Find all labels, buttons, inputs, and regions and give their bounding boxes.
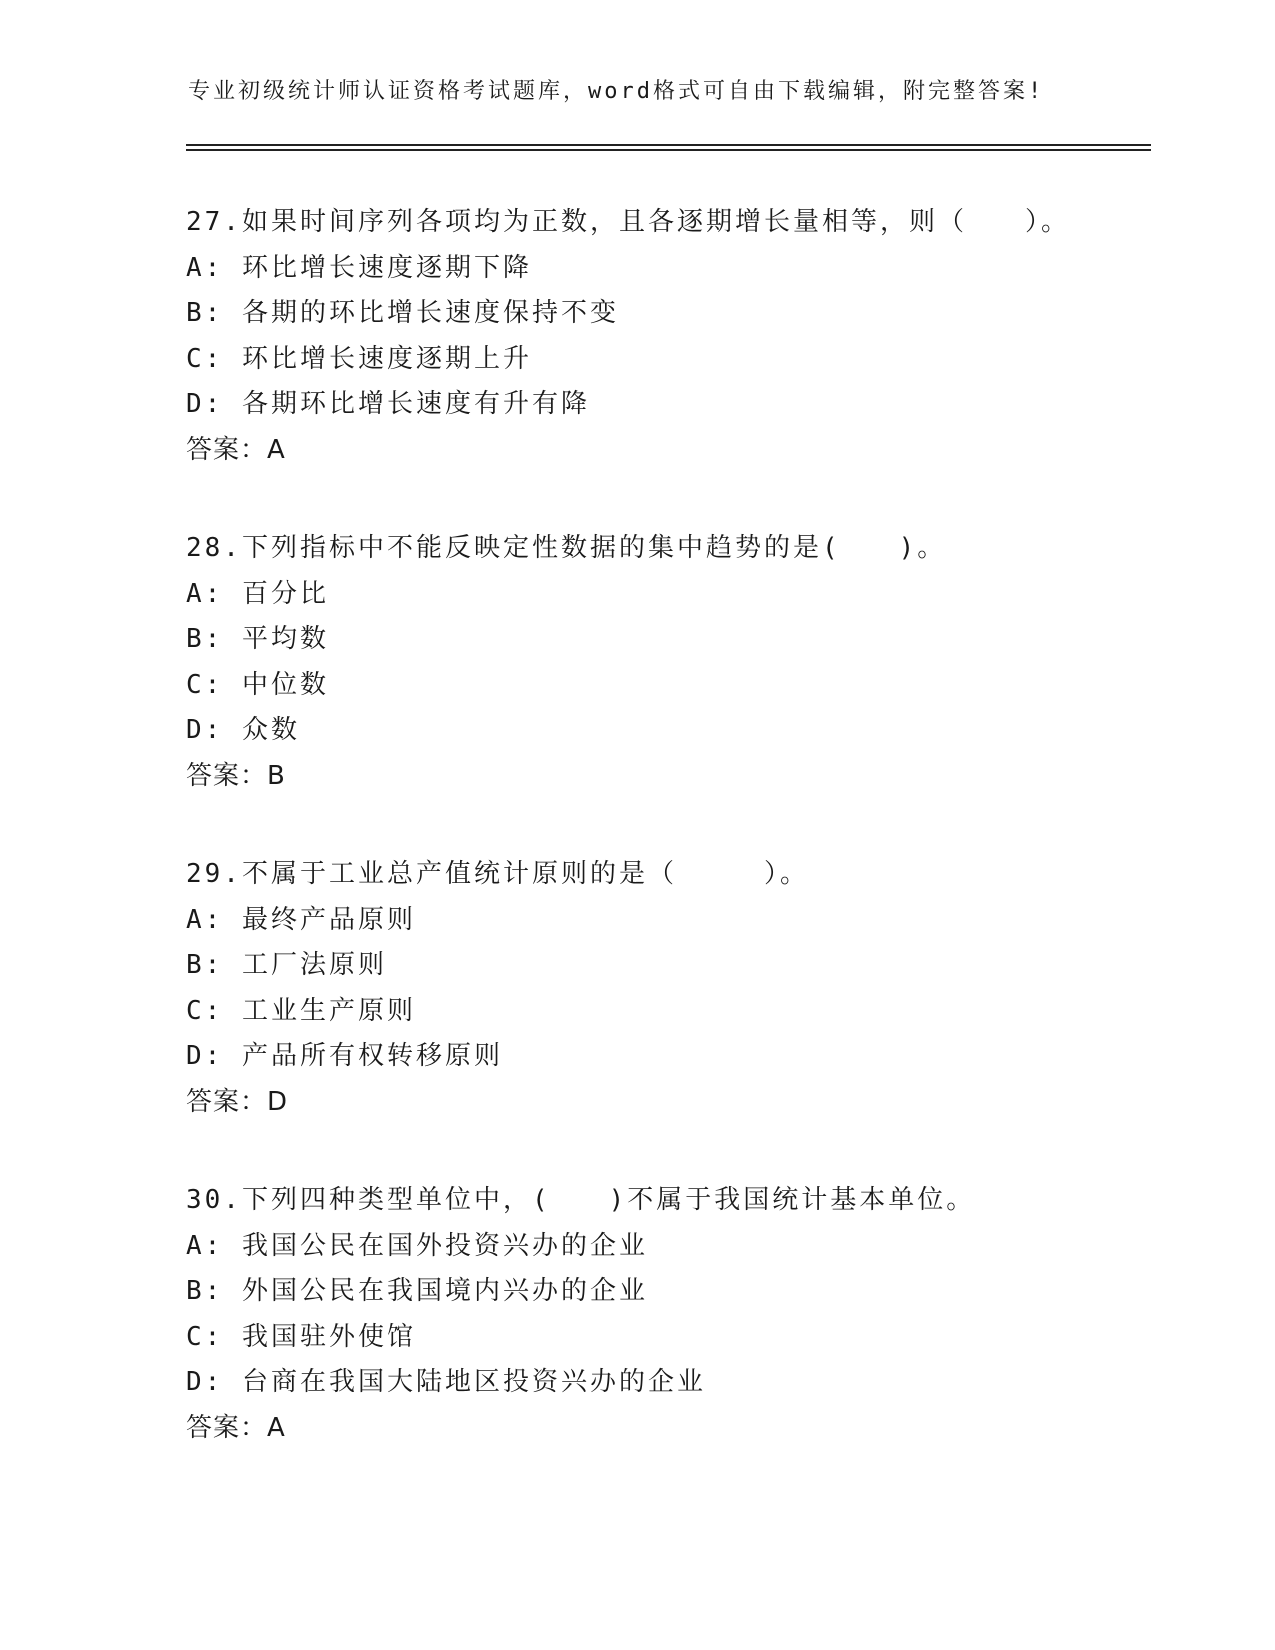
option-a: A: 百分比 [186,578,329,609]
answer-line: 答案：B [186,760,286,791]
question-list [186,200,1156,1504]
question-stem: 27.如果时间序列各项均为正数，且各逐期增长量相等，则（ ）。 [186,207,1070,237]
option-d: D: 各期环比增长速度有升有降 [186,389,590,419]
option-a: A: 最终产品原则 [186,904,416,935]
question-27 [186,200,1156,473]
question-stem: 30.下列四种类型单位中，( )不属于我国统计基本单位。 [186,1185,976,1215]
option-d: D: 台商在我国大陆地区投资兴办的企业 [186,1367,706,1397]
option-a: A: 环比增长速度逐期下降 [186,252,532,283]
option-c: C: 环比增长速度逐期上升 [186,343,532,374]
answer-line: 答案：A [186,434,286,465]
header-double-rule [186,144,1151,151]
option-a: A: 我国公民在国外投资兴办的企业 [186,1230,648,1261]
question-29 [186,852,1156,1125]
question-stem: 28.下列指标中不能反映定性数据的集中趋势的是( )。 [186,533,947,563]
question-30 [186,1178,1156,1451]
option-b: B: 各期的环比增长速度保持不变 [186,298,619,328]
option-b: B: 工厂法原则 [186,950,387,980]
page-header-text: 专业初级统计师认证资格考试题库，word格式可自由下载编辑，附完整答案! [188,79,1045,104]
option-c: C: 我国驻外使馆 [186,1321,416,1352]
option-c: C: 工业生产原则 [186,995,416,1026]
option-b: B: 平均数 [186,624,329,654]
question-28 [186,526,1156,799]
option-c: C: 中位数 [186,669,329,700]
question-stem: 29.不属于工业总产值统计原则的是（ ）。 [186,859,809,889]
option-d: D: 产品所有权转移原则 [186,1041,503,1071]
option-b: B: 外国公民在我国境内兴办的企业 [186,1276,648,1306]
answer-line: 答案：A [186,1412,286,1443]
answer-line: 答案：D [186,1086,289,1117]
option-d: D: 众数 [186,715,300,745]
